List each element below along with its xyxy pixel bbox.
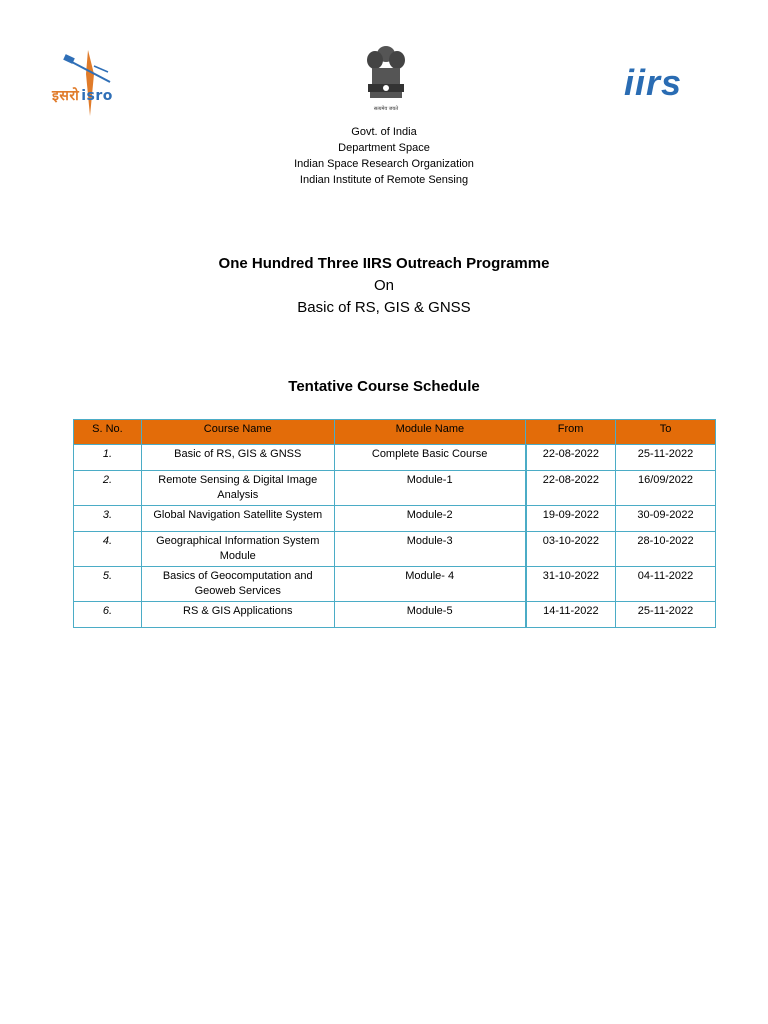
cell-to: 04-11-2022 [616, 567, 716, 602]
table-row [74, 567, 716, 602]
schedule-heading: Tentative Course Schedule [288, 378, 480, 395]
cell-course: Global Navigation Satellite System [141, 506, 334, 532]
cell-from: 19-09-2022 [526, 506, 616, 532]
column-header-to: To [616, 420, 716, 445]
table-row [74, 532, 716, 567]
cell-module: Complete Basic Course [334, 445, 526, 471]
cell-to: 25-11-2022 [616, 602, 716, 628]
programme-title [0, 253, 768, 319]
cell-module: Module-5 [334, 602, 526, 628]
cell-course: RS & GIS Applications [141, 602, 334, 628]
cell-to: 28-10-2022 [616, 532, 716, 567]
cell-module: Module-2 [334, 506, 526, 532]
header-line-iirs: Indian Institute of Remote Sensing [299, 174, 469, 186]
isro-logo [50, 46, 130, 116]
cell-course: Basic of RS, GIS & GNSS [141, 445, 334, 471]
lion-capital-icon [360, 42, 412, 104]
cell-sno: 2. [74, 471, 142, 506]
column-header-module: Module Name [334, 420, 526, 445]
cell-from: 14-11-2022 [526, 602, 616, 628]
cell-module: Module-3 [334, 532, 526, 567]
title-line-3: Basic of RS, GIS & GNSS [297, 299, 471, 316]
cell-course: Basics of Geocomputation and Geoweb Services [141, 567, 334, 602]
title-line-2: On [373, 277, 394, 294]
isro-english-text: isro [81, 88, 113, 104]
organization-header [0, 124, 768, 188]
cell-module: Module- 4 [334, 567, 526, 602]
cell-to: 25-11-2022 [616, 445, 716, 471]
table-row [74, 506, 716, 532]
title-line-1: One Hundred Three IIRS Outreach Programme [218, 255, 550, 272]
cell-from: 03-10-2022 [526, 532, 616, 567]
cell-sno: 3. [74, 506, 142, 532]
header-line-department: Department Space [338, 142, 430, 154]
cell-course: Geographical Information System Module [141, 532, 334, 567]
table-row [74, 471, 716, 506]
iirs-logo: iirs [624, 62, 683, 103]
header-line-govt: Govt. of India [351, 126, 417, 138]
column-header-sno: S. No. [74, 420, 142, 445]
cell-module: Module-1 [334, 471, 526, 506]
cell-to: 16/09/2022 [616, 471, 716, 506]
course-schedule-table [73, 419, 716, 628]
cell-from: 31-10-2022 [526, 567, 616, 602]
isro-hindi-text: इसरो [52, 88, 80, 104]
column-header-course: Course Name [141, 420, 334, 445]
table-row [74, 445, 716, 471]
header-line-isro: Indian Space Research Organization [294, 158, 474, 170]
national-emblem [360, 42, 412, 112]
table-header-row [74, 420, 716, 445]
cell-sno: 4. [74, 532, 142, 567]
isro-rocket-icon [50, 46, 130, 116]
cell-sno: 1. [74, 445, 142, 471]
cell-to: 30-09-2022 [616, 506, 716, 532]
table-row [74, 602, 716, 628]
cell-sno: 6. [74, 602, 142, 628]
cell-sno: 5. [74, 567, 142, 602]
cell-course: Remote Sensing & Digital Image Analysis [141, 471, 334, 506]
column-header-from: From [526, 420, 616, 445]
cell-from: 22-08-2022 [526, 445, 616, 471]
cell-from: 22-08-2022 [526, 471, 616, 506]
emblem-motto: सत्यमेव जयते [373, 106, 399, 112]
